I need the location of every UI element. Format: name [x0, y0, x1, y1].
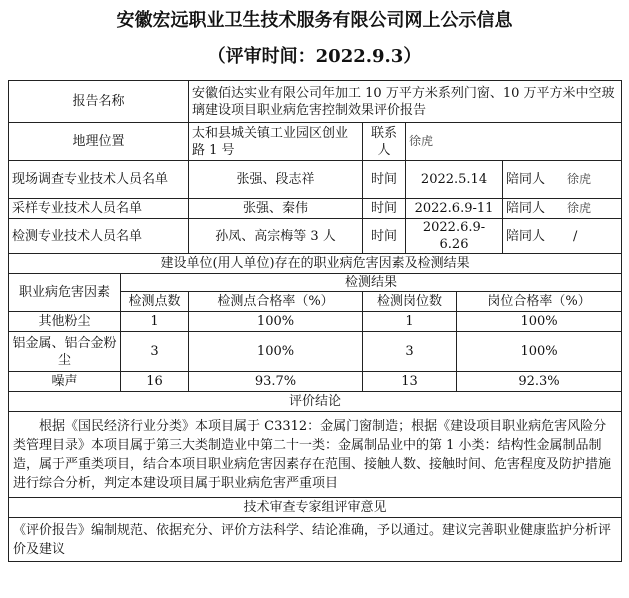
col-points-header: 检测点数 [121, 292, 189, 312]
points-cell: 16 [121, 372, 189, 392]
report-row [9, 81, 622, 123]
sampling-names: 张强、秦伟 [189, 199, 363, 219]
factor-header: 职业病危害因素 [9, 274, 121, 312]
post-rate-cell: 100% [457, 332, 622, 372]
points-cell: 1 [121, 312, 189, 332]
contact-value: 徐虎 [406, 123, 622, 161]
point-rate-cell: 100% [189, 312, 363, 332]
report-value: 安徽佰达实业有限公司年加工 10 万平方米系列门窗、10 万平方米中空玻璃建设项目职业病危害控制效果评价报告 [189, 81, 622, 123]
sampling-label: 采样专业技术人员名单 [9, 199, 189, 219]
conclusion-title: 评价结论 [9, 392, 622, 412]
location-value: 太和县城关镇工业园区创业路 1 号 [189, 123, 363, 161]
conclusion-text: 根据《国民经济行业分类》本项目属于 C3312：金属门窗制造；根据《建设项目职业病危害风险分类管理目录》本项目属于第三大类制造业中第二十一类：金属制品业中的第 1 小类：结构性金属制品制造，属于严重类项目，结合本项目职业病危害因素存在范围、接触人数、接触时间、危害程度及防护措施进行综合分析，判定本建设项目属于职业病危害严重项目 [9, 412, 622, 498]
table-row [9, 372, 622, 392]
sampling-time: 2022.6.9-11 [406, 199, 503, 219]
disclosure-table [8, 80, 622, 562]
page-title: 安徽宏远职业卫生技术服务有限公司网上公示信息 [116, 10, 513, 31]
survey-time: 2022.5.14 [406, 161, 503, 199]
location-label: 地理位置 [9, 123, 189, 161]
expert-title: 技术审查专家组评审意见 [9, 498, 622, 518]
conclusion-body-row [9, 412, 622, 498]
points-cell: 3 [121, 332, 189, 372]
post-rate-cell: 100% [457, 312, 622, 332]
conclusion-title-row [9, 392, 622, 412]
hazard-header-row [9, 274, 622, 292]
survey-companion-cell [503, 161, 622, 199]
factor-cell: 噪声 [9, 372, 121, 392]
testing-time-label: 时间 [363, 219, 406, 254]
expert-title-row [9, 498, 622, 518]
survey-time-label: 时间 [363, 161, 406, 199]
col-posts-header: 检测岗位数 [363, 292, 457, 312]
factor-cell: 铝金属、铝合金粉尘 [9, 332, 121, 372]
point-rate-cell: 93.7% [189, 372, 363, 392]
col-point-rate-header: 检测点合格率（%） [189, 292, 363, 312]
testing-companion-cell [503, 219, 622, 254]
posts-cell: 13 [363, 372, 457, 392]
testing-row [9, 219, 622, 254]
survey-row [9, 161, 622, 199]
review-time: （评审时间：2022.9.3） [207, 46, 422, 67]
sampling-companion: 徐虎 [567, 201, 592, 215]
table-row [9, 332, 622, 372]
survey-companion: 徐虎 [567, 172, 592, 186]
posts-cell: 1 [363, 312, 457, 332]
posts-cell: 3 [363, 332, 457, 372]
testing-companion: / [573, 228, 578, 244]
contact-label: 联系人 [363, 123, 406, 161]
testing-label: 检测专业技术人员名单 [9, 219, 189, 254]
result-header: 检测结果 [121, 274, 622, 292]
sampling-companion-cell [503, 199, 622, 219]
survey-companion-label: 陪同人 [506, 172, 546, 187]
table-row [9, 312, 622, 332]
report-label: 报告名称 [9, 81, 189, 123]
testing-names: 孙凤、高宗梅等 3 人 [189, 219, 363, 254]
expert-body-row [9, 518, 622, 562]
sampling-time-label: 时间 [363, 199, 406, 219]
point-rate-cell: 100% [189, 332, 363, 372]
sampling-companion-label: 陪同人 [506, 201, 546, 216]
hazard-section-row [9, 254, 622, 274]
post-rate-cell: 92.3% [457, 372, 622, 392]
sampling-row [9, 199, 622, 219]
testing-companion-label: 陪同人 [506, 228, 546, 244]
testing-time: 2022.6.9-6.26 [406, 219, 503, 254]
location-row [9, 123, 622, 161]
expert-text: 《评价报告》编制规范、依据充分、评价方法科学、结论准确，予以通过。建议完善职业健康监护分析评价及建议 [9, 518, 622, 562]
survey-label: 现场调查专业技术人员名单 [9, 161, 189, 199]
survey-names: 张强、段志祥 [189, 161, 363, 199]
col-post-rate-header: 岗位合格率（%） [457, 292, 622, 312]
factor-cell: 其他粉尘 [9, 312, 121, 332]
hazard-section-title: 建设单位(用人单位)存在的职业病危害因素及检测结果 [9, 254, 622, 274]
